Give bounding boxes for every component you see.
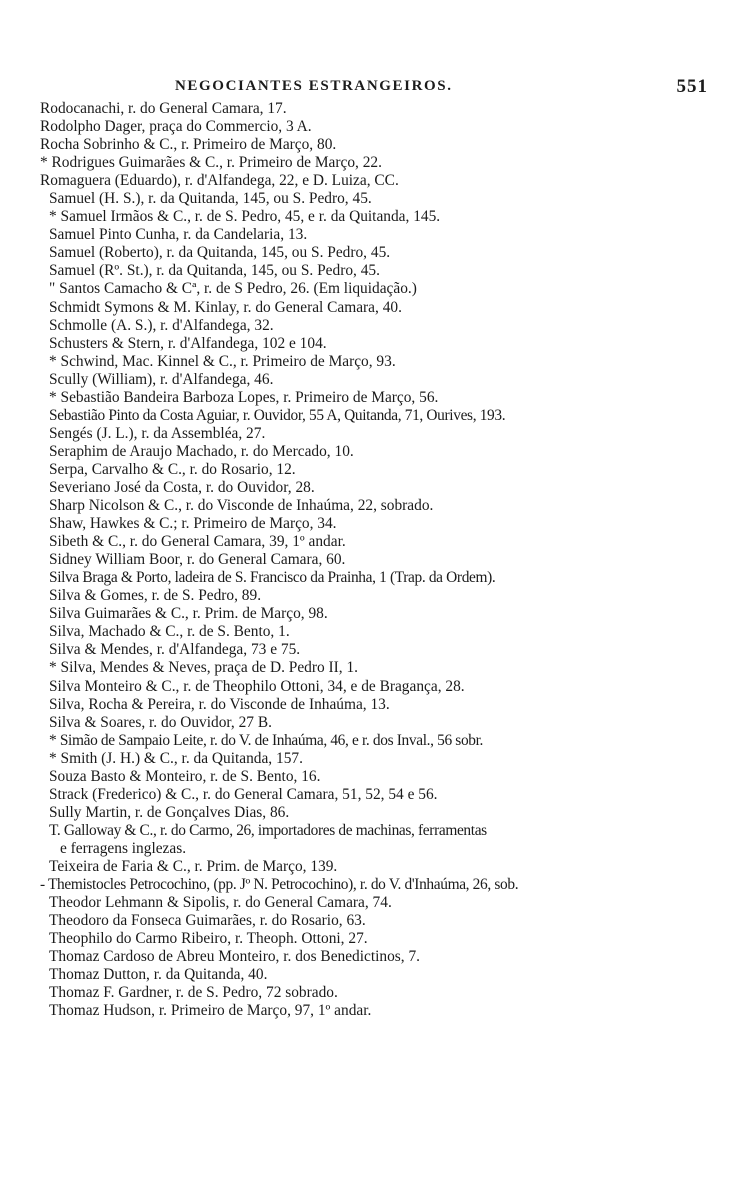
list-item: * Sebastião Bandeira Barboza Lopes, r. Primeiro de Março, 56.	[49, 388, 439, 406]
list-item: Silva, Rocha & Pereira, r. do Visconde de Inhaúma, 13.	[49, 695, 390, 713]
list-item: Samuel Pinto Cunha, r. da Candelaria, 13.	[49, 226, 308, 244]
list-item: Sebastião Pinto da Costa Aguiar, r. Ouvidor, 55 A, Quitanda, 71, Ourives, 193.	[49, 406, 506, 424]
list-item-continuation: e ferragens inglezas.	[60, 839, 187, 857]
list-item: Scully (William), r. d'Alfandega, 46.	[49, 370, 274, 388]
merchant-list	[40, 100, 730, 1020]
list-item: Romaguera (Eduardo), r. d'Alfandega, 22, e D. Luiza, CC.	[40, 172, 399, 190]
page-number: 551	[676, 76, 708, 97]
list-item: * Samuel Irmãos & C., r. de S. Pedro, 45, e r. da Quitanda, 145.	[49, 208, 441, 226]
list-item: Souza Basto & Monteiro, r. de S. Bento, 16.	[49, 767, 321, 785]
list-item: Samuel (H. S.), r. da Quitanda, 145, ou S. Pedro, 45.	[49, 190, 372, 208]
list-item: Sibeth & C., r. do General Camara, 39, 1º andar.	[49, 533, 346, 551]
list-item: Thomaz F. Gardner, r. de S. Pedro, 72 sobrado.	[49, 984, 338, 1002]
list-item: Samuel (Rº. St.), r. da Quitanda, 145, ou S. Pedro, 45.	[49, 262, 380, 280]
list-item: Seraphim de Araujo Machado, r. do Mercado, 10.	[49, 442, 354, 460]
list-item: Silva, Machado & C., r. de S. Bento, 1.	[49, 623, 290, 641]
list-item: Serpa, Carvalho & C., r. do Rosario, 12.	[49, 460, 296, 478]
list-item: * Silva, Mendes & Neves, praça de D. Pedro II, 1.	[49, 659, 359, 677]
list-item: Thomaz Dutton, r. da Quitanda, 40.	[49, 966, 268, 984]
list-item: Sengés (J. L.), r. da Assembléa, 27.	[49, 424, 266, 442]
section-title: NEGOCIANTES ESTRANGEIROS.	[175, 78, 453, 94]
list-item: Thomaz Hudson, r. Primeiro de Março, 97, 1º andar.	[49, 1002, 372, 1020]
list-item: Severiano José da Costa, r. do Ouvidor, 28.	[49, 478, 315, 496]
list-item: * Schwind, Mac. Kinnel & C., r. Primeiro de Março, 93.	[49, 352, 396, 370]
list-item: Theodoro da Fonseca Guimarães, r. do Rosario, 63.	[49, 912, 366, 930]
list-item: Silva & Soares, r. do Ouvidor, 27 B.	[49, 713, 272, 731]
list-item: * Rodrigues Guimarães & C., r. Primeiro de Março, 22.	[40, 154, 382, 172]
list-item: Theodor Lehmann & Sipolis, r. do General Camara, 74.	[49, 894, 392, 912]
list-item: Silva Braga & Porto, ladeira de S. Francisco da Prainha, 1 (Trap. da Ordem).	[49, 569, 496, 587]
list-item: Rodocanachi, r. do General Camara, 17.	[40, 100, 287, 117]
list-item: Sidney William Boor, r. do General Camara, 60.	[49, 551, 346, 569]
list-item: Strack (Frederico) & C., r. do General Camara, 51, 52, 54 e 56.	[49, 785, 438, 803]
list-item: Silva & Mendes, r. d'Alfandega, 73 e 75.	[49, 641, 301, 659]
list-item: Sharp Nicolson & C., r. do Visconde de Inhaúma, 22, sobrado.	[49, 497, 434, 515]
list-item: Thomaz Cardoso de Abreu Monteiro, r. dos Benedictinos, 7.	[49, 948, 421, 966]
list-item: Rodolpho Dager, praça do Commercio, 3 A.	[40, 118, 312, 136]
list-item: * Smith (J. H.) & C., r. da Quitanda, 157.	[49, 749, 303, 767]
list-item: Schmolle (A. S.), r. d'Alfandega, 32.	[49, 316, 274, 334]
list-item: Silva Monteiro & C., r. de Theophilo Ottoni, 34, e de Bragança, 28.	[49, 677, 465, 695]
list-item: Sully Martin, r. de Gonçalves Dias, 86.	[49, 803, 290, 821]
list-item: Rocha Sobrinho & C., r. Primeiro de Março, 80.	[40, 136, 337, 154]
list-item: Silva & Gomes, r. de S. Pedro, 89.	[49, 587, 262, 605]
list-item: Samuel (Roberto), r. da Quitanda, 145, ou S. Pedro, 45.	[49, 244, 391, 262]
list-item: Schmidt Symons & M. Kinlay, r. do General Camara, 40.	[49, 298, 402, 316]
list-item: Schusters & Stern, r. d'Alfandega, 102 e 104.	[49, 334, 327, 352]
list-item: T. Galloway & C., r. do Carmo, 26, importadores de machinas, ferramentas	[49, 821, 487, 839]
list-item: Teixeira de Faria & C., r. Prim. de Março, 139.	[49, 857, 338, 875]
list-item: - Themistocles Petrocochino, (pp. Jº N. Petrocochino), r. do V. d'Inhaúma, 26, sob.	[40, 876, 519, 894]
list-item: Theophilo do Carmo Ribeiro, r. Theoph. Ottoni, 27.	[49, 930, 368, 948]
page-header	[40, 78, 720, 102]
list-item: * Simão de Sampaio Leite, r. do V. de Inhaúma, 46, e r. dos Inval., 56 sobr.	[49, 731, 484, 749]
list-item: " Santos Camacho & Cª, r. de S Pedro, 26. (Em liquidação.)	[49, 280, 417, 298]
list-item: Shaw, Hawkes & C.; r. Primeiro de Março, 34.	[49, 515, 337, 533]
list-item: Silva Guimarães & C., r. Prim. de Março, 98.	[49, 605, 328, 623]
